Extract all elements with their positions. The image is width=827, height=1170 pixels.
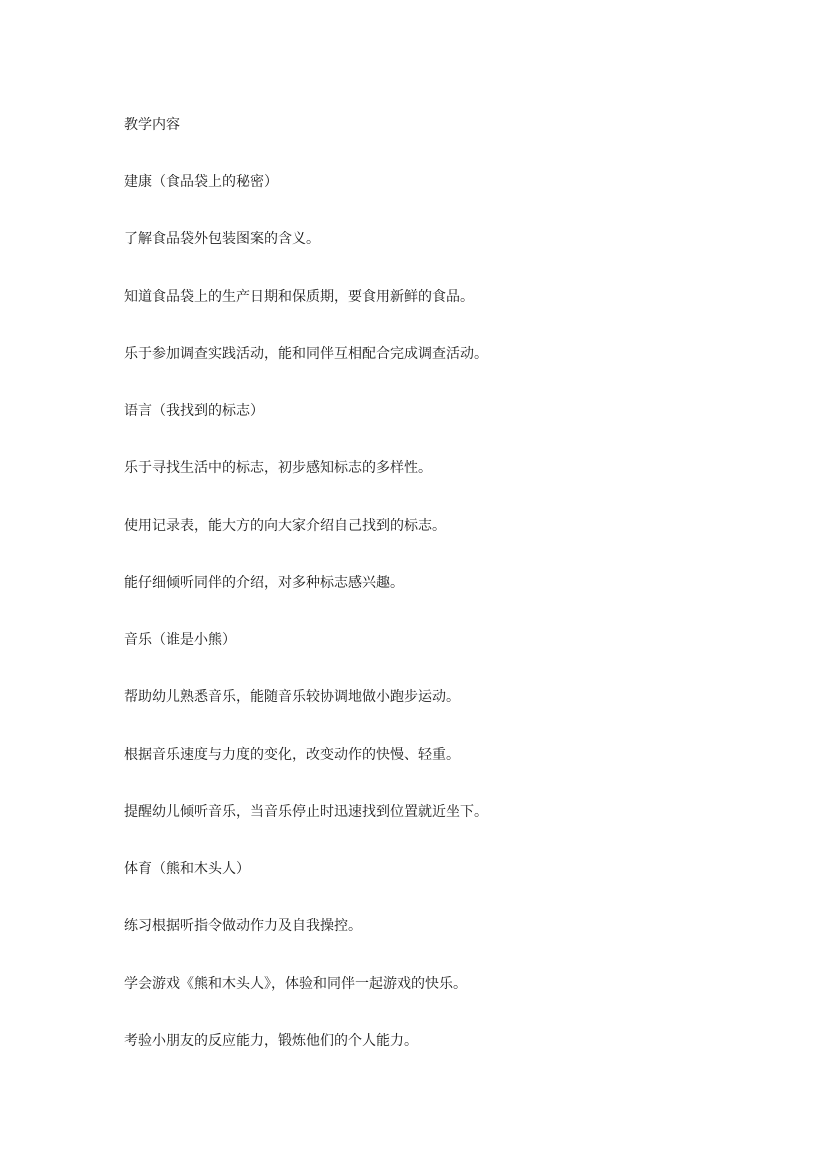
subject-heading-language: 语言（我找到的标志）	[124, 403, 264, 419]
objective-line: 帮助幼儿熟悉音乐，能随音乐较协调地做小跑步运动。	[124, 689, 460, 705]
objective-line: 乐于寻找生活中的标志，初步感知标志的多样性。	[124, 460, 432, 476]
objective-line: 学会游戏《熊和木头人》，体验和同伴一起游戏的快乐。	[124, 976, 467, 992]
objective-line: 能仔细倾听同伴的介绍，对多种标志感兴趣。	[124, 575, 404, 591]
objective-line: 练习根据听指令做动作力及自我操控。	[124, 918, 362, 934]
subject-heading-music: 音乐（谁是小熊）	[124, 632, 236, 648]
objective-line: 知道食品袋上的生产日期和保质期，要食用新鲜的食品。	[124, 289, 474, 305]
objective-line: 乐于参加调查实践活动，能和同伴互相配合完成调查活动。	[124, 346, 488, 362]
objective-line: 使用记录表，能大方的向大家介绍自己找到的标志。	[124, 518, 446, 534]
subject-heading-health: 建康（食品袋上的秘密）	[124, 174, 278, 190]
objective-line: 根据音乐速度与力度的变化，改变动作的快慢、轻重。	[124, 747, 460, 763]
objective-line: 考验小朋友的反应能力，锻炼他们的个人能力。	[124, 1033, 418, 1049]
section-heading-teaching-content: 教学内容	[124, 117, 180, 133]
subject-heading-pe: 体育（熊和木头人）	[124, 861, 250, 877]
objective-line: 了解食品袋外包装图案的含义。	[124, 231, 320, 247]
objective-line: 提醒幼儿倾听音乐，当音乐停止时迅速找到位置就近坐下。	[124, 804, 488, 820]
